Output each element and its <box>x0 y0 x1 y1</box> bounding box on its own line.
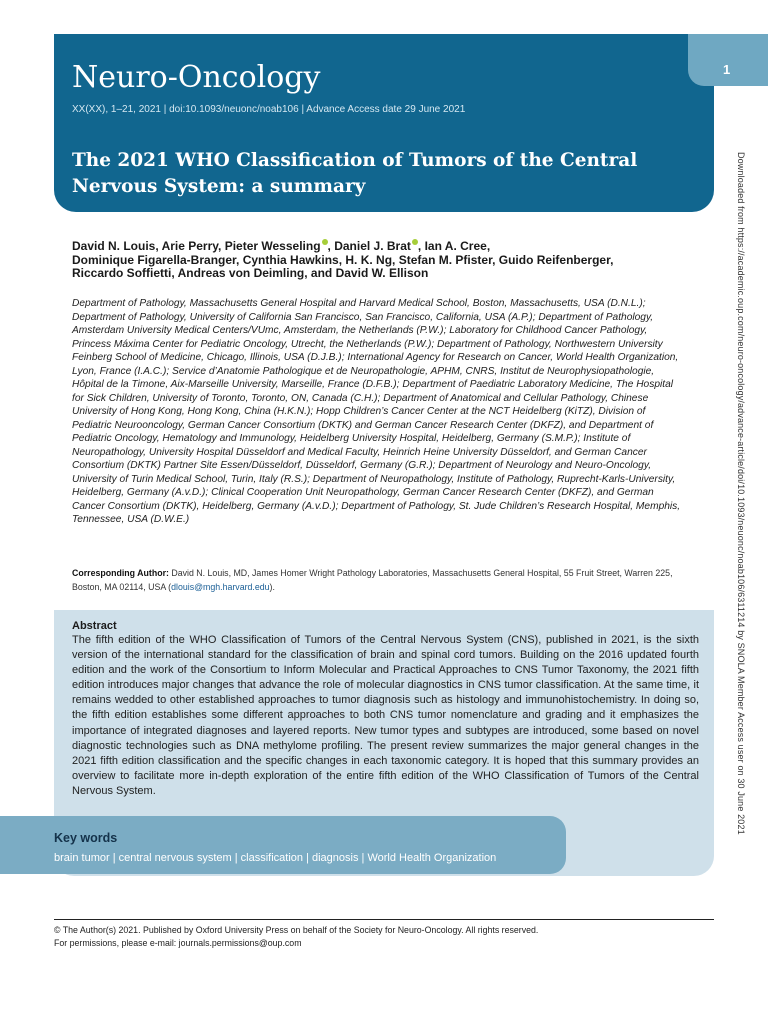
keywords-heading: Key words <box>54 831 118 845</box>
journal-header <box>54 34 714 212</box>
page-number-tab <box>688 34 768 86</box>
keywords-box <box>0 816 566 874</box>
abstract-text: The fifth edition of the WHO Classification of Tumors of the Central Nervous System (CNS), published in 2021, is the sixth version of the international standard for the classification of brain and spinal cord tumors. Building on the 2016 updated fourth edition and the work of the Consortium to Inform Molecular and Practical Approaches to CNS Tumor Taxonomy, the 2021 fifth edition introduces major changes that advance the role of molecular diagnostics in CNS tumor classification. At the same time, it remains wedded to other established approaches to tumor diagnosis such as histology and immunohistochemistry. In doing so, the fifth edition establishes some different approaches to both CNS tumor nomenclature and grading and it emphasizes the importance of integrated diagnoses and layered reports. New tumor types and subtypes are introduced, some based on novel diagnostic technologies such as DNA methylome profiling. The present review summarizes the major general changes in the 2021 fifth edition classification and the specific changes in each taxonomic category. It is hoped that this summary provides an overview to facilitate more in-depth exploration of the entire fifth edition of the WHO Classification of Tumors of the Central Nervous System. <box>72 634 699 797</box>
author-line: David N. Louis, Arie Perry, Pieter Wesseling , Daniel J. Brat , Ian A. Cree, <box>72 239 491 253</box>
author-list <box>72 239 692 281</box>
keywords-list: brain tumor | central nervous system | classification | diagnosis | World Health Organization <box>54 852 497 864</box>
affiliations: Department of Pathology, Massachusetts General Hospital and Harvard Medical School, Boston, Massachusetts, USA (D.N.L.); Department of Pathology, University of California San Francisco, San Francisco, California, USA (A.P.); Department of Pathology, Amsterdam University Medical Centers/VUmc, Amsterdam, the Netherlands (P.W.); Laboratory for Childhood Cancer Pathology, Princess Máxima Center for Pediatric Oncology, Utrecht, the Netherlands (P.W.); Department of Pathology, Northwestern University Feinberg School of Medicine, Chicago, Illinois, USA (D.J.B.); International Agency for Research on Cancer, World Health Organization, Lyon, France (I.A.C.); Service d’Anatomie Pathologique et de Neuropathologie, APHM, CNRS, Institut de Neurophysiopathologie, Hôpital de la Timone, Aix-Marseille University, Marseille, France (D.F.B.); Department of Paediatric Laboratory Medicine, The Hospital for Sick Children, University of Toronto, Toronto, ON, Canada (C.H.); Department of Anatomical and Cellular Pathology, Chinese University of Hong Kong, Hong Kong, China (H.K.N.); Hopp Children’s Cancer Center at the NCT Heidelberg (KiTZ), Division of Pediatric Neurooncology, German Cancer Consortium (DKTK) and German Cancer Research Center (DKFZ), and Department of Pediatric Oncology, Hematology and Immunology, Heidelberg University Hospital, Heidelberg, Germany (S.M.P.); Institute of Neuropathology, University Hospital Düsseldorf and Medical Faculty, Heinrich Heine University Düsseldorf, and German Cancer Consortium (DKTK) Partner Site Essen/Düsseldorf, Düsseldorf, Germany (G.R.); Department of Neurology and Neuro-Oncology, University of Turin Medical School, Turin, Italy (R.S.); Department of Neuropathology, Institute of Pathology, Ruprecht-Karls-University, Heidelberg, Germany (A.v.D.); Clinical Cooperation Unit Neuropathology, German Cancer Research Center (DKFZ), and German Cancer Consortium (DKTK), Heidelberg, Germany (A.v.D.); Department of Pathology, St. Jude Children’s Research Hospital, Memphis, Tennessee, USA (D.W.E.) <box>72 298 681 525</box>
article-title: The 2021 WHO Classification of Tumors of the Central Nervous System: a summary <box>72 150 638 197</box>
copyright: © The Author(s) 2021. Published by Oxford University Press on behalf of the Society for Neuro-Oncology. All rights reserved. <box>54 925 539 935</box>
abstract-heading: Abstract <box>72 620 117 632</box>
article-meta: XX(XX), 1–21, 2021 | doi:10.1093/neuonc/noab106 | Advance Access date 29 June 2021 <box>72 104 466 115</box>
permissions: For permissions, please e-mail: journals.permissions@oup.com <box>54 937 302 948</box>
email-link[interactable]: dlouis@mgh.harvard.edu <box>171 581 270 592</box>
footer-divider <box>54 919 714 920</box>
download-note: Downloaded from https://academic.oup.com/neuro-oncology/advance-article/doi/10.1093/neuonc/noab106/6311214 by SNOLA Member Access user on 30 June 2021 <box>736 152 746 835</box>
author-line: Riccardo Soffietti, Andreas von Deimling, and David W. Ellison <box>72 266 429 280</box>
author-line: Dominique Figarella-Branger, Cynthia Hawkins, H. K. Ng, Stefan M. Pfister, Guido Reifenberger, <box>72 252 614 267</box>
corresponding-label: Corresponding Author: <box>72 568 169 578</box>
corresponding-author: Corresponding Author: David N. Louis, MD, James Homer Wright Pathology Laboratories, Massachusetts General Hospital, 55 Fruit Street, Warren 225, Boston, MA 02114, USA (dlouis@mgh.harvard.edu). <box>72 568 673 592</box>
footer <box>54 924 538 949</box>
journal-title: Neuro-Oncology <box>72 60 321 95</box>
page-number: 1 <box>723 62 731 77</box>
